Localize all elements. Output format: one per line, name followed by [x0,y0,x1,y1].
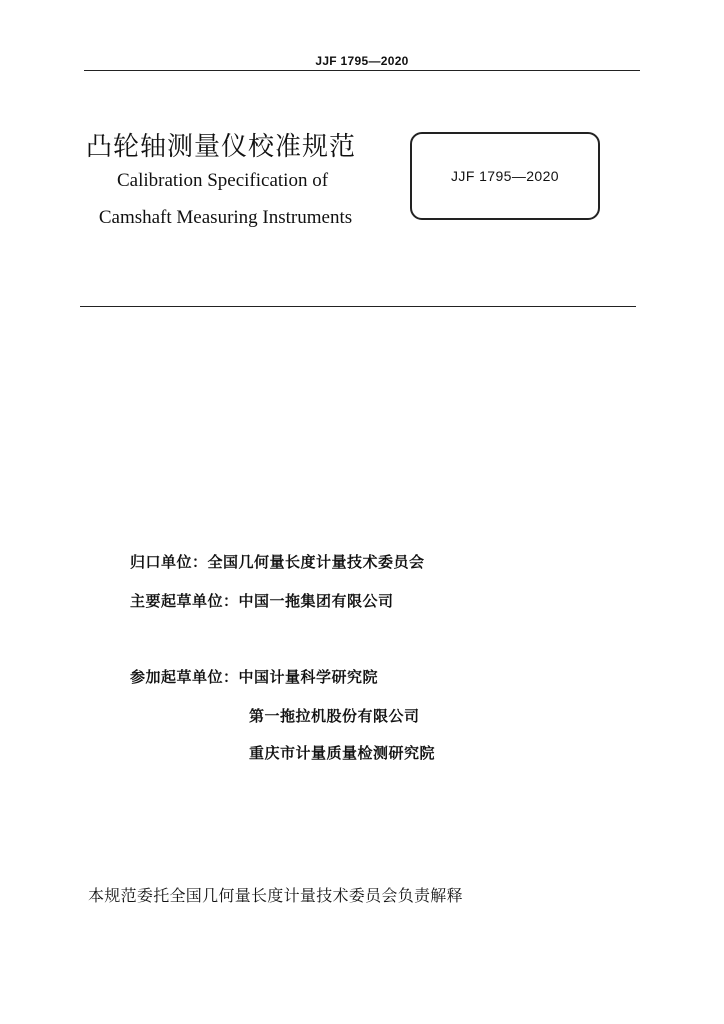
header-divider [84,70,640,71]
interpretation-note: 本规范委托全国几何量长度计量技术委员会负责解释 [88,886,463,905]
main-drafter-line [130,590,394,611]
participating-drafter-value-1: 中国计量科学研究院 [238,668,379,686]
standard-code-box [410,132,600,220]
document-title-english-line-1: Calibration Specification of [116,170,329,191]
participating-drafter-label: 参加起草单位： [130,668,239,686]
document-title-english-line-2: Camshaft Measuring Instruments [98,207,353,228]
standard-code-box-text: JJF 1795—2020 [451,168,559,184]
title-divider [80,306,636,307]
participating-drafter-line [130,666,378,687]
main-drafter-label: 主要起草单位： [130,592,239,610]
participating-drafter-value-2: 第一拖拉机股份有限公司 [249,707,420,725]
responsible-unit-label: 归口单位： [130,553,208,571]
main-drafter-value: 中国一拖集团有限公司 [238,592,394,610]
header-standard-code: JJF 1795—2020 [315,54,409,68]
responsible-unit-value: 全国几何量长度计量技术委员会 [207,553,425,571]
participating-drafter-value-3: 重庆市计量质量检测研究院 [249,744,436,762]
document-title-chinese: 凸轮轴测量仪校准规范 [86,132,357,162]
responsible-unit-line [130,551,425,572]
